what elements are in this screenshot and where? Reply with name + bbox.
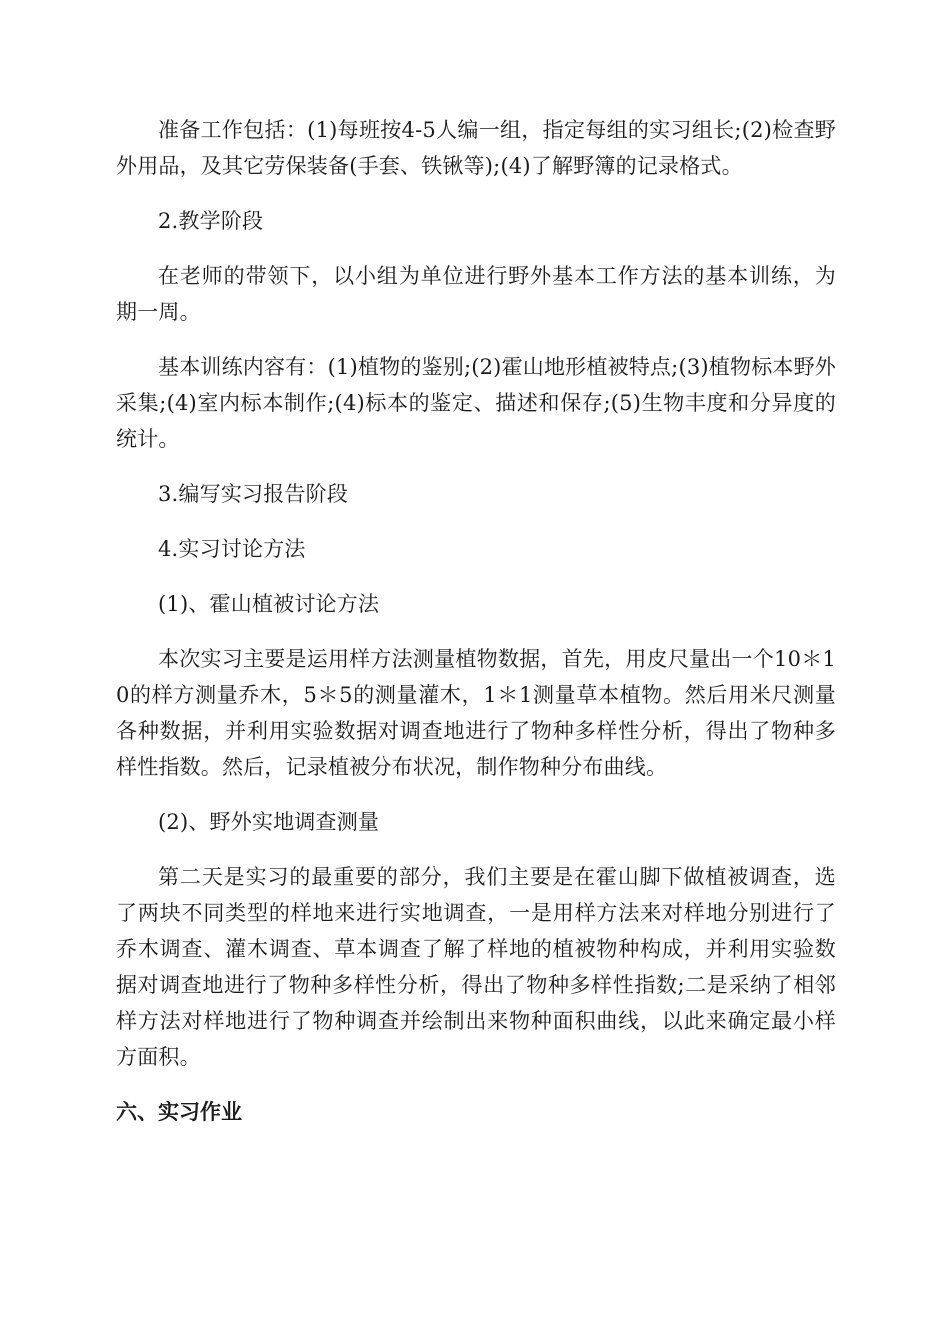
paragraph-quadrat-method: 本次实习主要是运用样方法测量植物数据，首先，用皮尺量出一个10＊10的样方测量乔木，5＊5的测量灌木，1＊1测量草本植物。然后用米尺测量各种数据，并利用实验数据对调查地进行了物种多样性分析，得出了物种多样性指数。然后，记录植被分布状况，制作物种分布曲线。 (116, 647, 836, 779)
paragraph-preparation: 准备工作包括：(1)每班按4-5人编一组，指定每组的实习组长;(2)检查野外用品，及其它劳保装备(手套、铁锹等);(4)了解野簿的记录格式。 (116, 118, 836, 178)
document-body (116, 112, 836, 1130)
paragraph-second-day-survey: 第二天是实习的最重要的部分，我们主要是在霍山脚下做植被调查，选了两块不同类型的样地来进行实地调查，一是用样方法来对样地分别进行了乔木调查、灌木调查、草本调查了解了样地的植被物种构成，并利用实验数据对调查地进行了物种多样性分析，得出了物种多样性指数;二是采纳了相邻样方法对样地进行了物种调查并绘制出来物种面积曲线，以此来确定最小样方面积。 (116, 865, 836, 1069)
paragraph-teacher-led-training: 在老师的带领下，以小组为单位进行野外基本工作方法的基本训练，为期一周。 (116, 264, 836, 324)
heading-discussion-methods: 4.实习讨论方法 (158, 537, 306, 561)
subheading-field-survey: (2)、野外实地调查测量 (158, 810, 380, 834)
heading-teaching-stage: 2.教学阶段 (158, 209, 264, 233)
paragraph-basic-training-content: 基本训练内容有：(1)植物的鉴别;(2)霍山地形植被特点;(3)植物标本野外采集;(4)室内标本制作;(4)标本的鉴定、描述和保存;(5)生物丰度和分异度的统计。 (116, 355, 836, 451)
section-heading-assignments: 六、实习作业 (116, 1100, 242, 1124)
subheading-huoshan-vegetation: (1)、霍山植被讨论方法 (158, 592, 380, 616)
heading-report-stage: 3.编写实习报告阶段 (158, 482, 349, 506)
